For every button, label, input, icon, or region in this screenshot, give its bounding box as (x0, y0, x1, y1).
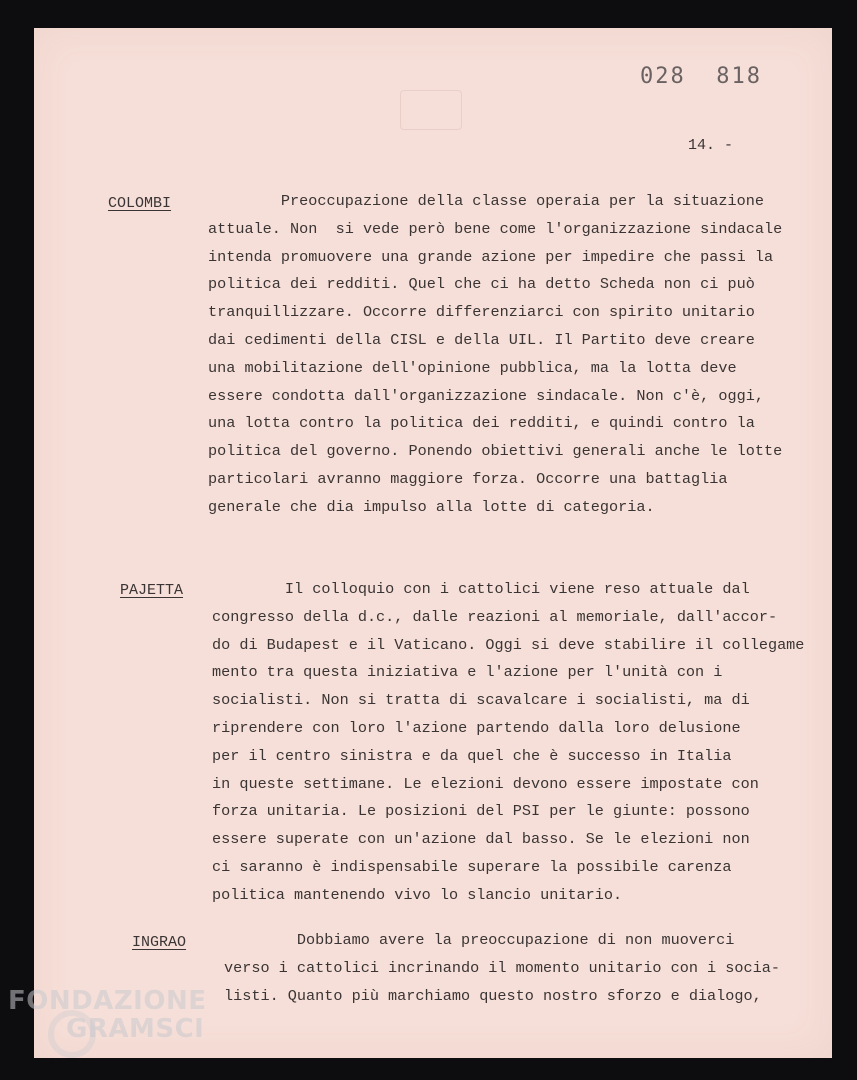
paragraph-line: attuale. Non si vede però bene come l'organizzazione sindacale (208, 219, 783, 238)
paragraph-line: dai cedimenti della CISL e della UIL. Il Partito deve creare (208, 330, 755, 349)
paragraph-line: una lotta contro la politica dei redditi, e quindi contro la (208, 414, 755, 433)
paragraph-line: in queste settimane. Le elezioni devono essere impostate con (212, 774, 759, 793)
paragraph-line: Dobbiamo avere la preoccupazione di non muoverci (224, 931, 735, 949)
paragraph-line: intenda promuovere una grande azione per impedire che passi la (208, 247, 774, 266)
speaker-name-ingrao: INGRAO (132, 934, 187, 951)
paragraph-line: politica del governo. Ponendo obiettivi generali anche le lotte (208, 442, 783, 461)
speech-paragraph-ingrao (224, 927, 780, 1010)
page-number: 14. - (688, 137, 734, 154)
paragraph-line: Il colloquio con i cattolici viene reso attuale dal (212, 580, 750, 598)
watermark-line2: GRAMSCI (66, 1014, 205, 1044)
speaker-name-pajetta: PAJETTA (120, 582, 184, 599)
paragraph-line: socialisti. Non si tratta di scavalcare i socialisti, ma di (212, 691, 750, 710)
speech-paragraph-pajetta (212, 576, 804, 910)
paragraph-line: politica mantenendo vivo lo slancio unitario. (212, 885, 623, 904)
archive-number: 028 818 (640, 64, 762, 89)
paragraph-line: particolari avranno maggiore forza. Occorre una battaglia (208, 469, 728, 488)
paragraph-line: riprendere con loro l'azione partendo dalla loro delusione (212, 718, 741, 737)
speaker-name-colombi: COLOMBI (108, 195, 172, 212)
paragraph-line: generale che dia impulso alla lotte di categoria. (208, 497, 655, 516)
typed-page (34, 28, 832, 1058)
faint-stamp-mark (400, 90, 462, 130)
page-edge-tear (0, 400, 14, 730)
paragraph-line: ci saranno è indispensabile superare la possibile carenza (212, 857, 732, 876)
paragraph-line: verso i cattolici incrinando il momento unitario con i socia- (224, 958, 780, 977)
paragraph-line: forza unitaria. Le posizioni del PSI per le giunte: possono (212, 802, 750, 821)
paragraph-line: listi. Quanto più marchiamo questo nostro sforzo e dialogo, (224, 986, 762, 1005)
paragraph-line: mento tra questa iniziativa e l'azione per l'unità con i (212, 663, 723, 682)
paragraph-line: Preoccupazione della classe operaia per la situazione (208, 192, 764, 210)
paragraph-line: essere superate con un'azione dal basso. Se le elezioni non (212, 830, 750, 849)
paragraph-line: congresso della d.c., dalle reazioni al memoriale, dall'accor- (212, 607, 778, 626)
paragraph-line: una mobilitazione dell'opinione pubblica, ma la lotta deve (208, 358, 737, 377)
paragraph-line: per il centro sinistra e da quel che è successo in Italia (212, 746, 732, 765)
speech-paragraph-colombi (208, 188, 782, 522)
watermark-line1: FONDAZIONE (8, 986, 207, 1016)
paragraph-line: politica dei redditi. Quel che ci ha detto Scheda non ci può (208, 275, 755, 294)
paragraph-line: do di Budapest e il Vaticano. Oggi si deve stabilire il collegame (212, 635, 805, 654)
paragraph-line: tranquillizzare. Occorre differenziarci con spirito unitario (208, 303, 755, 322)
fondazione-gramsci-watermark (8, 986, 228, 1066)
paragraph-line: essere condotta dall'organizzazione sindacale. Non c'è, oggi, (208, 386, 764, 405)
